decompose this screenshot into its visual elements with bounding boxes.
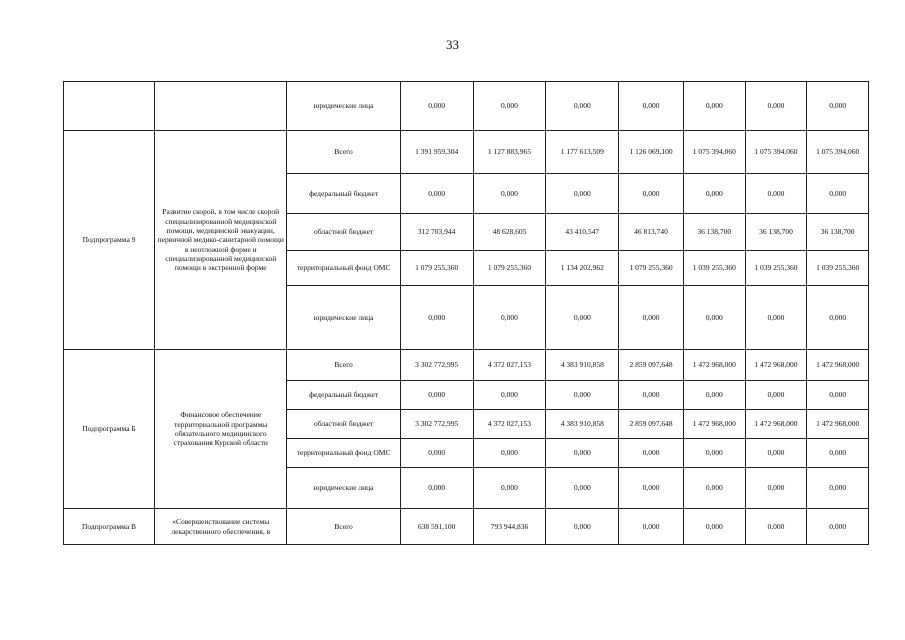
amount-cell: 0,000: [400, 468, 473, 509]
amount-cell: 0,000: [683, 82, 745, 131]
amount-cell: 0,000: [807, 174, 869, 214]
amount-cell: 793 944,836: [473, 509, 546, 545]
table-row: [64, 509, 869, 545]
funding-source-cell: Всего: [287, 350, 400, 381]
table-row: [64, 350, 869, 381]
amount-cell: 0,000: [546, 509, 619, 545]
amount-cell: 1 039 255,360: [807, 251, 869, 286]
amount-cell: 1 079 255,360: [619, 251, 684, 286]
amount-cell: 0,000: [619, 82, 684, 131]
amount-cell: 36 138,700: [683, 214, 745, 251]
program-description-cell: «Совершенствование системы лекарственного обеспечения, в: [155, 509, 287, 545]
amount-cell: 0,000: [473, 468, 546, 509]
amount-cell: 312 703,944: [400, 214, 473, 251]
amount-cell: 0,000: [546, 174, 619, 214]
amount-cell: 1 391 959,304: [400, 131, 473, 174]
amount-cell: 0,000: [683, 286, 745, 350]
amount-cell: 0,000: [473, 82, 546, 131]
program-description-cell: [155, 82, 287, 131]
amount-cell: 0,000: [745, 82, 807, 131]
amount-cell: 0,000: [745, 439, 807, 468]
amount-cell: 0,000: [619, 381, 684, 410]
amount-cell: 0,000: [807, 381, 869, 410]
amount-cell: 48 628,605: [473, 214, 546, 251]
program-description-cell: Финансовое обеспечение территориальной программы обязательного медицинского страхования Курской области: [155, 350, 287, 509]
amount-cell: 1 472 968,000: [807, 350, 869, 381]
amount-cell: 0,000: [473, 381, 546, 410]
amount-cell: 0,000: [619, 468, 684, 509]
table-row: [64, 82, 869, 131]
amount-cell: 1 075 394,060: [745, 131, 807, 174]
amount-cell: 0,000: [473, 439, 546, 468]
amount-cell: 0,000: [807, 468, 869, 509]
amount-cell: 0,000: [745, 509, 807, 545]
amount-cell: 0,000: [400, 381, 473, 410]
amount-cell: 1 472 968,000: [683, 350, 745, 381]
amount-cell: 1 079 255,360: [400, 251, 473, 286]
funding-source-cell: федеральный бюджет: [287, 381, 400, 410]
amount-cell: 1 126 069,100: [619, 131, 684, 174]
amount-cell: 3 302 772,995: [400, 350, 473, 381]
amount-cell: 0,000: [546, 468, 619, 509]
funding-source-cell: федеральный бюджет: [287, 174, 400, 214]
funding-source-cell: территориальный фонд ОМС: [287, 439, 400, 468]
amount-cell: 1 177 613,509: [546, 131, 619, 174]
amount-cell: 0,000: [683, 381, 745, 410]
amount-cell: 638 591,100: [400, 509, 473, 545]
funding-source-cell: территориальный фонд ОМС: [287, 251, 400, 286]
amount-cell: 0,000: [619, 286, 684, 350]
amount-cell: 0,000: [473, 286, 546, 350]
amount-cell: 1 075 394,060: [683, 131, 745, 174]
amount-cell: 0,000: [745, 286, 807, 350]
amount-cell: 0,000: [619, 509, 684, 545]
amount-cell: 36 138,700: [807, 214, 869, 251]
amount-cell: 0,000: [745, 174, 807, 214]
amount-cell: 1 472 968,000: [745, 410, 807, 439]
amount-cell: 36 138,700: [745, 214, 807, 251]
amount-cell: 1 075 394,060: [807, 131, 869, 174]
amount-cell: 1 472 968,000: [807, 410, 869, 439]
amount-cell: 0,000: [473, 174, 546, 214]
program-cell: Подпрограмма 9: [64, 131, 155, 350]
amount-cell: 43 410,547: [546, 214, 619, 251]
program-cell: Подпрограмма Б: [64, 350, 155, 509]
amount-cell: 1 472 968,000: [683, 410, 745, 439]
program-description-cell: Развитие скорой, в том числе скорой специализированной медицинской помощи, медицинской эвакуации, первичной медико-санитарной помощи в неотложной форме и специализированной медицинской помощи в экстренной форме: [155, 131, 287, 350]
amount-cell: 0,000: [807, 439, 869, 468]
amount-cell: 4 372 027,153: [473, 350, 546, 381]
amount-cell: 0,000: [745, 468, 807, 509]
funding-source-cell: областной бюджет: [287, 410, 400, 439]
amount-cell: 3 302 772,995: [400, 410, 473, 439]
page-number: 33: [446, 37, 459, 52]
amount-cell: 0,000: [807, 286, 869, 350]
funding-source-cell: юридические лица: [287, 82, 400, 131]
amount-cell: 0,000: [683, 509, 745, 545]
funding-source-cell: юридические лица: [287, 286, 400, 350]
budget-table: [63, 81, 869, 545]
amount-cell: 0,000: [400, 82, 473, 131]
funding-source-cell: областной бюджет: [287, 214, 400, 251]
program-cell: Подпрограмма В: [64, 509, 155, 545]
amount-cell: 4 372 027,153: [473, 410, 546, 439]
table-row: [64, 131, 869, 174]
amount-cell: 0,000: [400, 286, 473, 350]
amount-cell: 0,000: [807, 509, 869, 545]
amount-cell: 0,000: [745, 381, 807, 410]
funding-source-cell: юридические лица: [287, 468, 400, 509]
amount-cell: 1 127 883,965: [473, 131, 546, 174]
amount-cell: 0,000: [619, 174, 684, 214]
amount-cell: 2 859 097,648: [619, 350, 684, 381]
amount-cell: 0,000: [546, 381, 619, 410]
amount-cell: 0,000: [546, 286, 619, 350]
amount-cell: 1 134 202,962: [546, 251, 619, 286]
amount-cell: 1 079 255,360: [473, 251, 546, 286]
amount-cell: 0,000: [683, 174, 745, 214]
amount-cell: 46 813,740: [619, 214, 684, 251]
amount-cell: 2 859 097,648: [619, 410, 684, 439]
amount-cell: 1 472 968,000: [745, 350, 807, 381]
amount-cell: 1 039 255,360: [683, 251, 745, 286]
funding-source-cell: Всего: [287, 509, 400, 545]
amount-cell: 4 383 910,858: [546, 350, 619, 381]
amount-cell: 0,000: [400, 439, 473, 468]
amount-cell: 0,000: [546, 439, 619, 468]
amount-cell: 1 039 255,360: [745, 251, 807, 286]
amount-cell: 0,000: [546, 82, 619, 131]
amount-cell: 0,000: [807, 82, 869, 131]
program-cell: [64, 82, 155, 131]
funding-source-cell: Всего: [287, 131, 400, 174]
amount-cell: 0,000: [683, 439, 745, 468]
amount-cell: 0,000: [400, 174, 473, 214]
amount-cell: 0,000: [683, 468, 745, 509]
amount-cell: 4 383 910,858: [546, 410, 619, 439]
amount-cell: 0,000: [619, 439, 684, 468]
